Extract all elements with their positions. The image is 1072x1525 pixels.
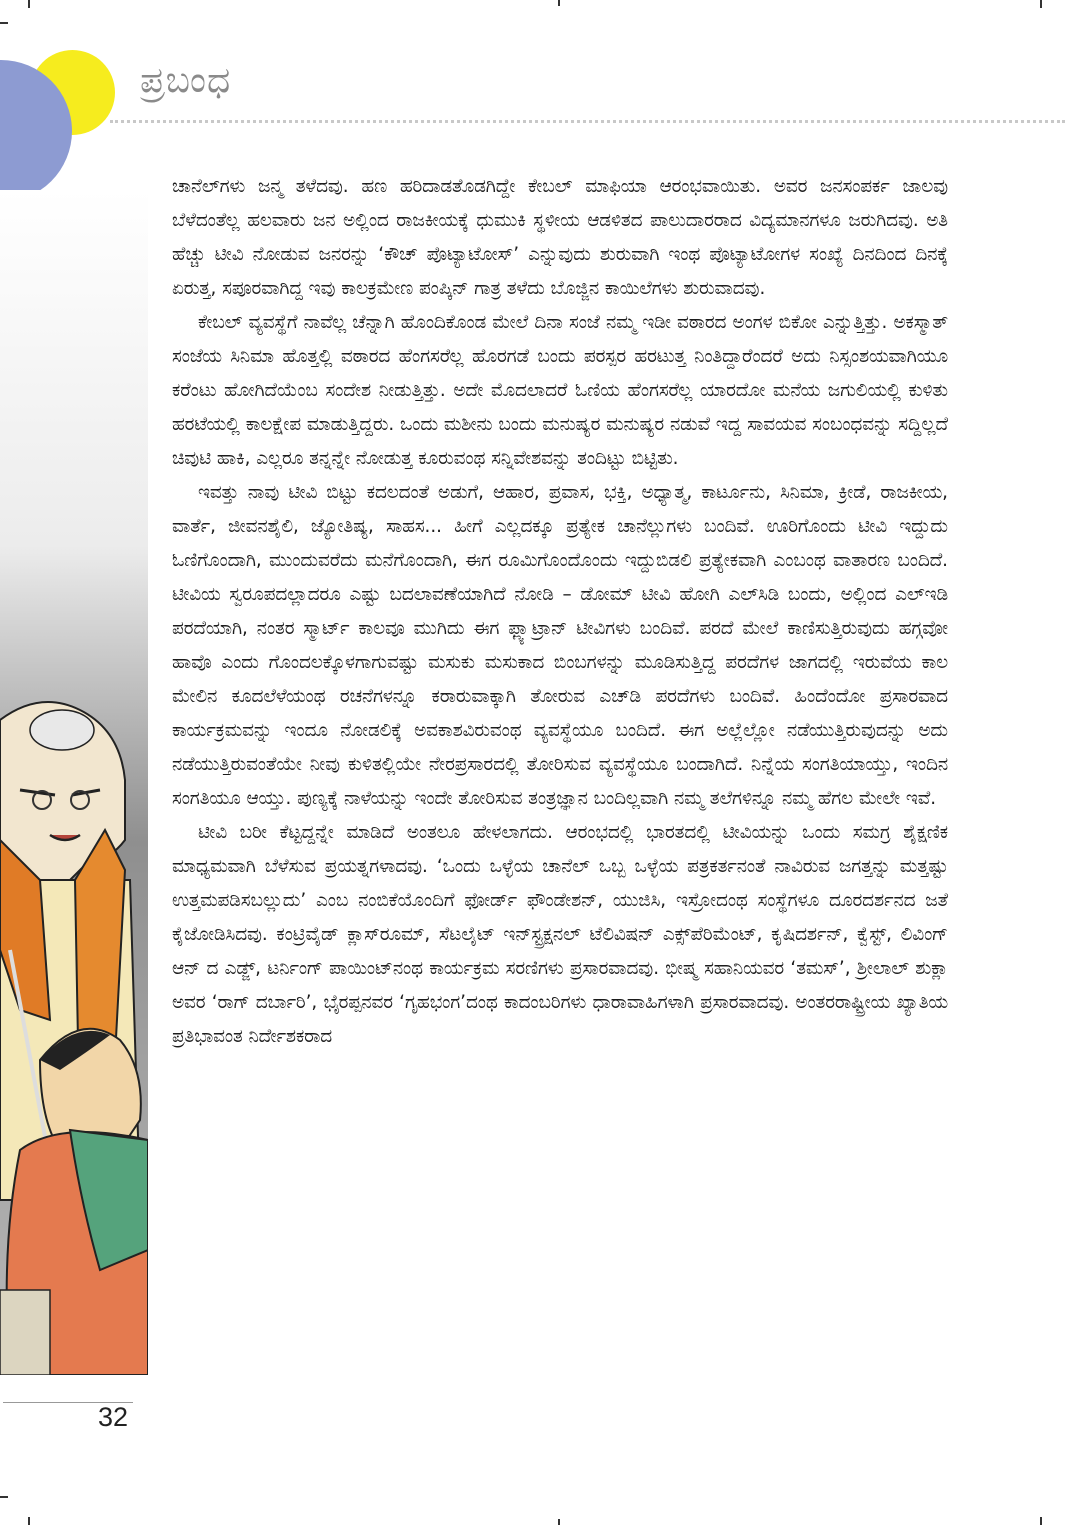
paragraph-4: ಟೀವಿ ಬರೀ ಕೆಟ್ಟದ್ದನ್ನೇ ಮಾಡಿದೆ ಅಂತಲೂ ಹೇಳಲಾಗದು. ಆರಂಭದಲ್ಲಿ ಭಾರತದಲ್ಲಿ ಟೀವಿಯನ್ನು ಒಂದು ಸಮಗ್ರ ಶೈಕ್ಷಣಿಕ ಮಾಧ್ಯಮವಾಗಿ ಬೆಳೆಸುವ ಪ್ರಯತ್ನಗಳಾದವು. ‘ಒಂದು ಒಳ್ಳೆಯ ಚಾನೆಲ್ ಒಬ್ಬ ಒಳ್ಳೆಯ ಪತ್ರಕರ್ತನಂತೆ ನಾವಿರುವ ಜಗತ್ತನ್ನು ಮತ್ತಷ್ಟು ಉತ್ತಮಪಡಿಸಬಲ್ಲುದು’ ಎಂಬ ನಂಬಿಕೆಯೊಂದಿಗೆ ಫೋರ್ಡ್ ಫೌಂಡೇಶನ್, ಯುಜಿಸಿ, ಇಸ್ರೋದಂಥ ಸಂಸ್ಥೆಗಳೂ ದೂರದರ್ಶನದ ಜತೆ ಕೈಜೋಡಿಸಿದವು. ಕಂಟ್ರಿವೈಡ್ ಕ್ಲಾಸ್‌ರೂಮ್, ಸೆಟಲೈಟ್ ಇನ್‌ಸ್ಟ್ರಕ್ಷನಲ್ ಟೆಲಿವಿಷನ್ ಎಕ್ಸ್‌ಪೆರಿಮೆಂಟ್, ಕೃಷಿದರ್ಶನ್, ಕ್ವೆಸ್ಟ್, ಲಿವಿಂಗ್ ಆನ್ ದ ಎಡ್ಜ್, ಟರ್ನಿಂಗ್ ಪಾಯಿಂಟ್‌ನಂಥ ಕಾರ್ಯಕ್ರಮ ಸರಣಿಗಳು ಪ್ರಸಾರವಾದವು. ಭೀಷ್ಮ ಸಹಾನಿಯವರ ‘ತಮಸ್’, ಶ್ರೀಲಾಲ್ ಶುಕ್ಲಾ ಅವರ ‘ರಾಗ್ ದರ್ಬಾರಿ’, ಭೈರಪ್ಪನವರ ‘ಗೃಹಭಂಗ’ದಂಥ ಕಾದಂಬರಿಗಳು ಧಾರಾವಾಹಿಗಳಾಗಿ ಪ್ರಸಾರವಾದವು. ಅಂತರರಾಷ್ಟ್ರೀಯ ಖ್ಯಾತಿಯ ಪ್ರತಿಭಾವಂತ ನಿರ್ದೇಶಕರಾದ: [172, 822, 948, 1047]
section-title: ಪ್ರಬಂಧ: [140, 60, 232, 101]
side-illustration: [0, 190, 148, 1375]
crop-mark-bottom-right: [1040, 1517, 1042, 1525]
crop-mark-bottom-left-h: [0, 1496, 8, 1498]
crop-mark-top-right: [1040, 0, 1042, 8]
crop-mark-bottom-left: [28, 1517, 30, 1525]
paragraph-3: ಇವತ್ತು ನಾವು ಟೀವಿ ಬಿಟ್ಟು ಕದಲದಂತೆ ಅಡುಗೆ, ಆಹಾರ, ಪ್ರವಾಸ, ಭಕ್ತಿ, ಅಧ್ಯಾತ್ಮ, ಕಾರ್ಟೂನು, ಸಿನಿಮಾ, ಕ್ರೀಡೆ, ರಾಜಕೀಯ, ವಾರ್ತೆ, ಜೀವನಶೈಲಿ, ಜ್ಯೋತಿಷ್ಯ, ಸಾಹಸ... ಹೀಗೆ ಎಲ್ಲದಕ್ಕೂ ಪ್ರತ್ಯೇಕ ಚಾನೆಲ್ಲುಗಳು ಬಂದಿವೆ. ಊರಿಗೊಂದು ಟೀವಿ ಇದ್ದುದು ಓಣಿಗೊಂದಾಗಿ, ಮುಂದುವರೆದು ಮನೆಗೊಂದಾಗಿ, ಈಗ ರೂಮಿಗೊಂದೊಂದು ಇದ್ದುಬಿಡಲಿ ಪ್ರತ್ಯೇಕವಾಗಿ ಎಂಬಂಥ ವಾತಾರಣ ಬಂದಿದೆ. ಟೀವಿಯ ಸ್ವರೂಪದಲ್ಲಾದರೂ ಎಷ್ಟು ಬದಲಾವಣೆಯಾಗಿದೆ ನೋಡಿ – ಡೋಮ್ ಟೀವಿ ಹೋಗಿ ಎಲ್‌ಸಿಡಿ ಬಂದು, ಅಲ್ಲಿಂದ ಎಲ್‌ಇಡಿ ಪರದೆಯಾಗಿ, ನಂತರ ಸ್ಮಾರ್ಟ್ ಕಾಲವೂ ಮುಗಿದು ಈಗ ಫ್ಲ್ಯಾಟ್ರಾನ್ ಟೀವಿಗಳು ಬಂದಿವೆ. ಪರದೆ ಮೇಲೆ ಕಾಣಿಸುತ್ತಿರುವುದು ಹಗ್ಗವೋ ಹಾವೊ ಎಂದು ಗೊಂದಲಕ್ಕೊಳಗಾಗುವಷ್ಟು ಮಸುಕು ಮಸುಕಾದ ಬಿಂಬಗಳನ್ನು ಮೂಡಿಸುತ್ತಿದ್ದ ಪರದೆಗಳ ಜಾಗದಲ್ಲಿ ಇರುವೆಯ ಕಾಲ ಮೇಲಿನ ಕೂದಲೆಳೆಯಂಥ ರಚನೆಗಳನ್ನೂ ಕರಾರುವಾಕ್ಕಾಗಿ ತೋರುವ ಎಚ್‌ಡಿ ಪರದೆಗಳು ಬಂದಿವೆ. ಹಿಂದೆಂದೋ ಪ್ರಸಾರವಾದ ಕಾರ್ಯಕ್ರಮವನ್ನು ಇಂದೂ ನೋಡಲಿಕ್ಕೆ ಅವಕಾಶವಿರುವಂಥ ವ್ಯವಸ್ಥೆಯೂ ಬಂದಿದೆ. ಈಗ ಅಲ್ಲೆಲ್ಲೋ ನಡೆಯುತ್ತಿರುವುದನ್ನು ಅದು ನಡೆಯುತ್ತಿರುವಂತೆಯೇ ನೀವು ಕುಳಿತಲ್ಲಿಯೇ ನೇರಪ್ರಸಾರದಲ್ಲಿ ತೋರಿಸುವ ವ್ಯವಸ್ಥೆಯೂ ಬಂದಾಗಿದೆ. ನಿನ್ನೆಯ ಸಂಗತಿಯಾಯ್ತು, ಇಂದಿನ ಸಂಗತಿಯೂ ಆಯ್ತು. ಪುಣ್ಯಕ್ಕೆ ನಾಳೆಯನ್ನು ಇಂದೇ ತೋರಿಸುವ ತಂತ್ರಜ್ಞಾನ ಬಂದಿಲ್ಲವಾಗಿ ನಮ್ಮ ತಲೆಗಳಿನ್ನೂ ನಮ್ಮ ಹೆಗಲ ಮೇಲೇ ಇವೆ.: [172, 482, 948, 809]
crop-mark-top-mid: [558, 0, 560, 6]
page-number: 32: [98, 1402, 129, 1432]
crop-mark-bottom-mid: [558, 1519, 560, 1525]
header-dotted-divider: [110, 120, 1065, 123]
body-text: [172, 170, 948, 1054]
crop-mark-top-left-h: [0, 22, 8, 24]
crop-mark-top-left: [28, 0, 30, 8]
paragraph-1: ಚಾನೆಲ್‌ಗಳು ಜನ್ಮ ತಳೆದವು. ಹಣ ಹರಿದಾಡತೊಡಗಿದ್ದೇ ಕೇಬಲ್ ಮಾಫಿಯಾ ಆರಂಭವಾಯಿತು. ಅವರ ಜನಸಂಪರ್ಕ ಜಾಲವು ಬೆಳೆದಂತೆಲ್ಲ ಹಲವಾರು ಜನ ಅಲ್ಲಿಂದ ರಾಜಕೀಯಕ್ಕೆ ಧುಮುಕಿ ಸ್ಥಳೀಯ ಆಡಳಿತದ ಪಾಲುದಾರರಾದ ವಿದ್ಯಮಾನಗಳೂ ಜರುಗಿದವು. ಅತಿ ಹೆಚ್ಚು ಟೀವಿ ನೋಡುವ ಜನರನ್ನು ‘ಕೌಚ್ ಪೊಟ್ಯಾಟೋಸ್’ ಎನ್ನುವುದು ಶುರುವಾಗಿ ಇಂಥ ಪೊಟ್ಯಾಟೋಗಳ ಸಂಖ್ಯೆ ದಿನದಿಂದ ದಿನಕ್ಕೆ ಏರುತ್ತ, ಸಪೂರವಾಗಿದ್ದ ಇವು ಕಾಲಕ್ರಮೇಣ ಪಂಪ್ಕಿನ್ ಗಾತ್ರ ತಳೆದು ಬೊಜ್ಜಿನ ಕಾಯಿಲೆಗಳು ಶುರುವಾದವು.: [172, 176, 948, 299]
paragraph-2: ಕೇಬಲ್ ವ್ಯವಸ್ಥೆಗೆ ನಾವೆಲ್ಲ ಚೆನ್ನಾಗಿ ಹೊಂದಿಕೊಂಡ ಮೇಲೆ ದಿನಾ ಸಂಜೆ ನಮ್ಮ ಇಡೀ ವಠಾರದ ಅಂಗಳ ಬಿಕೋ ಎನ್ನುತ್ತಿತ್ತು. ಅಕಸ್ಮಾತ್ ಸಂಜೆಯ ಸಿನಿಮಾ ಹೊತ್ತಲ್ಲಿ ವಠಾರದ ಹೆಂಗಸರೆಲ್ಲ ಹೊರಗಡೆ ಬಂದು ಪರಸ್ಪರ ಹರಟುತ್ತ ನಿಂತಿದ್ದಾರೆಂದರೆ ಅದು ನಿಸ್ಸಂಶಯವಾಗಿಯೂ ಕರೆಂಟು ಹೋಗಿದೆಯೆಂಬ ಸಂದೇಶ ನೀಡುತ್ತಿತ್ತು. ಅದೇ ಮೊದಲಾದರೆ ಓಣಿಯ ಹೆಂಗಸರೆಲ್ಲ ಯಾರದೋ ಮನೆಯ ಜಗುಲಿಯಲ್ಲಿ ಕುಳಿತು ಹರಟೆಯಲ್ಲಿ ಕಾಲಕ್ಷೇಪ ಮಾಡುತ್ತಿದ್ದರು. ಒಂದು ಮಶೀನು ಬಂದು ಮನುಷ್ಯರ ಮನುಷ್ಯರ ನಡುವೆ ಇದ್ದ ಸಾವಯವ ಸಂಬಂಧವನ್ನು ಸದ್ದಿಲ್ಲದೆ ಚಿವುಟಿ ಹಾಕಿ, ಎಲ್ಲರೂ ತನ್ನನ್ನೇ ನೋಡುತ್ತ ಕೂರುವಂಥ ಸನ್ನಿವೇಶವನ್ನು ತಂದಿಟ್ಟು ಬಿಟ್ಟಿತು.: [172, 312, 948, 469]
